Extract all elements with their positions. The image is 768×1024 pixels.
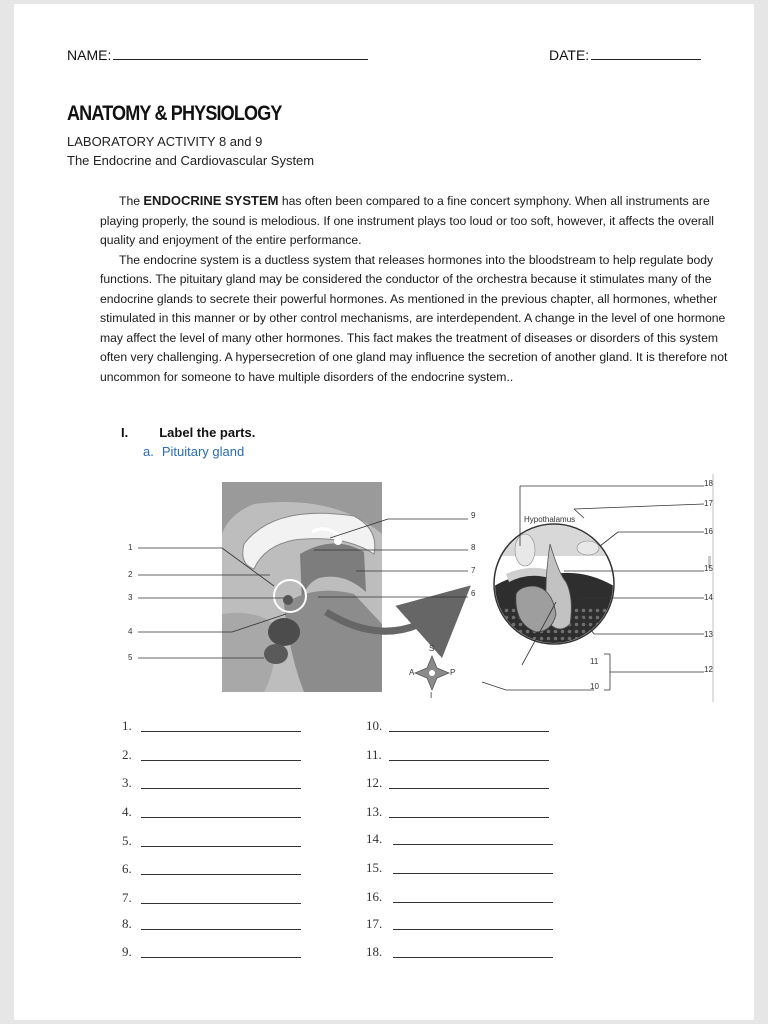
date-label: DATE: bbox=[549, 47, 590, 63]
diagram-number-5: 5 bbox=[128, 653, 133, 662]
date-field[interactable] bbox=[549, 46, 701, 63]
answer-blank-12[interactable] bbox=[389, 788, 549, 789]
diagram-number-15: 15 bbox=[704, 564, 713, 573]
diagram-number-7: 7 bbox=[471, 566, 476, 575]
answer-blank-10[interactable] bbox=[389, 731, 549, 732]
date-blank[interactable] bbox=[591, 46, 701, 60]
subsection-item bbox=[143, 444, 244, 459]
hypothalamus-label: Hypothalamus bbox=[524, 515, 576, 524]
answer-blank-6[interactable] bbox=[141, 874, 301, 875]
name-label: NAME: bbox=[67, 47, 112, 63]
answer-blank-4[interactable] bbox=[141, 817, 301, 818]
diagram-number-1: 1 bbox=[128, 543, 133, 552]
system-subtitle: The Endocrine and Cardiovascular System bbox=[67, 153, 315, 168]
answer-blank-8[interactable] bbox=[141, 929, 301, 930]
answer-blank-17[interactable] bbox=[393, 929, 553, 930]
intro-paragraph-1: The ENDOCRINE SYSTEM has often been compared to a fine concert symphony. When all instruments are playing properly, the sound is melodious. If one instrument plays too loud or too soft, however, it affects the overall quality and enjoyment of the entire performance. bbox=[100, 193, 715, 247]
answer-blank-15[interactable] bbox=[393, 873, 553, 874]
brain-cross-section bbox=[222, 482, 382, 692]
diagram-number-3: 3 bbox=[128, 593, 133, 602]
section-numeral: I. bbox=[121, 425, 129, 440]
diagram-number-9: 9 bbox=[471, 511, 476, 520]
diagram-number-17: 17 bbox=[704, 499, 713, 508]
pituitary-closeup bbox=[494, 515, 614, 646]
compass-superior-label: S bbox=[429, 644, 435, 653]
page-title: ANATOMY & PHYSIOLOGY bbox=[67, 102, 282, 125]
intro-text bbox=[100, 191, 730, 387]
answer-blank-9[interactable] bbox=[141, 957, 301, 958]
item-letter: a. bbox=[143, 444, 154, 459]
diagram-number-13: 13 bbox=[704, 630, 713, 639]
answer-blank-14[interactable] bbox=[393, 844, 553, 845]
answer-blank-7[interactable] bbox=[141, 903, 301, 904]
diagram-number-6: 6 bbox=[471, 589, 476, 598]
diagram-number-4: 4 bbox=[128, 627, 133, 636]
answer-blank-11[interactable] bbox=[389, 760, 549, 761]
diagram-number-12: 12 bbox=[704, 665, 713, 674]
answer-blank-16[interactable] bbox=[393, 902, 553, 903]
answer-blank-13[interactable] bbox=[389, 817, 549, 818]
compass-inferior-label: I bbox=[430, 691, 433, 700]
name-blank[interactable] bbox=[113, 46, 368, 60]
answer-blank-2[interactable] bbox=[141, 760, 301, 761]
section-heading bbox=[121, 425, 255, 440]
pituitary-diagram bbox=[104, 474, 714, 702]
endocrine-system-term: ENDOCRINE SYSTEM bbox=[143, 193, 279, 208]
diagram-number-11: 11 bbox=[590, 657, 599, 666]
compass-anterior-label: A bbox=[409, 668, 415, 677]
name-field[interactable] bbox=[67, 46, 368, 63]
diagram-number-18: 18 bbox=[704, 479, 713, 488]
compass-posterior-label: P bbox=[450, 668, 456, 677]
diagram-number-2: 2 bbox=[128, 570, 133, 579]
compass-rose bbox=[409, 644, 455, 700]
answer-blank-3[interactable] bbox=[141, 788, 301, 789]
section-label: Label the parts. bbox=[159, 425, 256, 440]
answer-blank-5[interactable] bbox=[141, 846, 301, 847]
diagram-number-8: 8 bbox=[471, 543, 476, 552]
diagram-number-16: 16 bbox=[704, 527, 713, 536]
answer-blank-1[interactable] bbox=[141, 731, 301, 732]
intro-paragraph-2: The endocrine system is a ductless system that releases hormones into the bloodstream to help regulate body functions. The pituitary gland may be considered the conductor of the orchestra because it stimulates many of the endocrine glands to secrete their powerful hormones. As mentioned in the previous chapter, all hormones, whether stimulated in this manner or by other control mechanisms, are interdependent. A change in the level of one hormone may affect the level of many other hormones. This fact makes the treatment of diseases or disorders of this system often very challenging. A hypersecretion of one gland may influence the secretion of another gland. It is therefore not uncommon for someone to have multiple disorders of the endocrine system.. bbox=[100, 252, 728, 384]
diagram-number-14: 14 bbox=[704, 593, 713, 602]
diagram-number-10: 10 bbox=[590, 682, 599, 691]
answer-blank-18[interactable] bbox=[393, 957, 553, 958]
worksheet-page: NAME: DATE: ANATOMY & PHYSIOLOGY LABORATORY ACTIVITY 8 and 9 The Endocrine and Cardiovascular System The ENDOCRINE SYSTEM has often been compared to a fine concert symphony. When all instruments are playing properly, the sound is melodious. If one instrument plays too loud or too soft, however, it affects the overall quality and enjoyment of the entire performance. The endocrine system is a ductless system that releases hormones into the bloodstream to help regulate body functions. The pituitary gland may be considered the conductor of the orchestra because it stimulates many of the endocrine glands to secrete their powerful hormones. As mentioned in the previous chapter, all hormones, whether stimulated in this manner or by other control mechanisms, are interdependent. A change in the level of one hormone may affect the level of many other hormones. This fact makes the treatment of diseases or disorders of this system often very challenging. A hypersecretion of one gland may influence the secretion of another gland. It is therefore not uncommon for someone to have multiple disorders of the endocrine system.. I. Label the parts. a. Pituitary gland S A P I Hypothalamus 1 2 3 4 5 9 8 7 6 18 17 16 15 14 13 12 11 10 1. 2. 3. 4. 5. 6. 7. 8. 9. 10. 11. 12. 13. 14. 15. 16. 17. 18. bbox=[14, 4, 754, 1020]
item-label: Pituitary gland bbox=[161, 444, 245, 459]
lab-activity-subtitle: LABORATORY ACTIVITY 8 and 9 bbox=[67, 134, 263, 149]
diagram-numbers bbox=[128, 479, 713, 691]
